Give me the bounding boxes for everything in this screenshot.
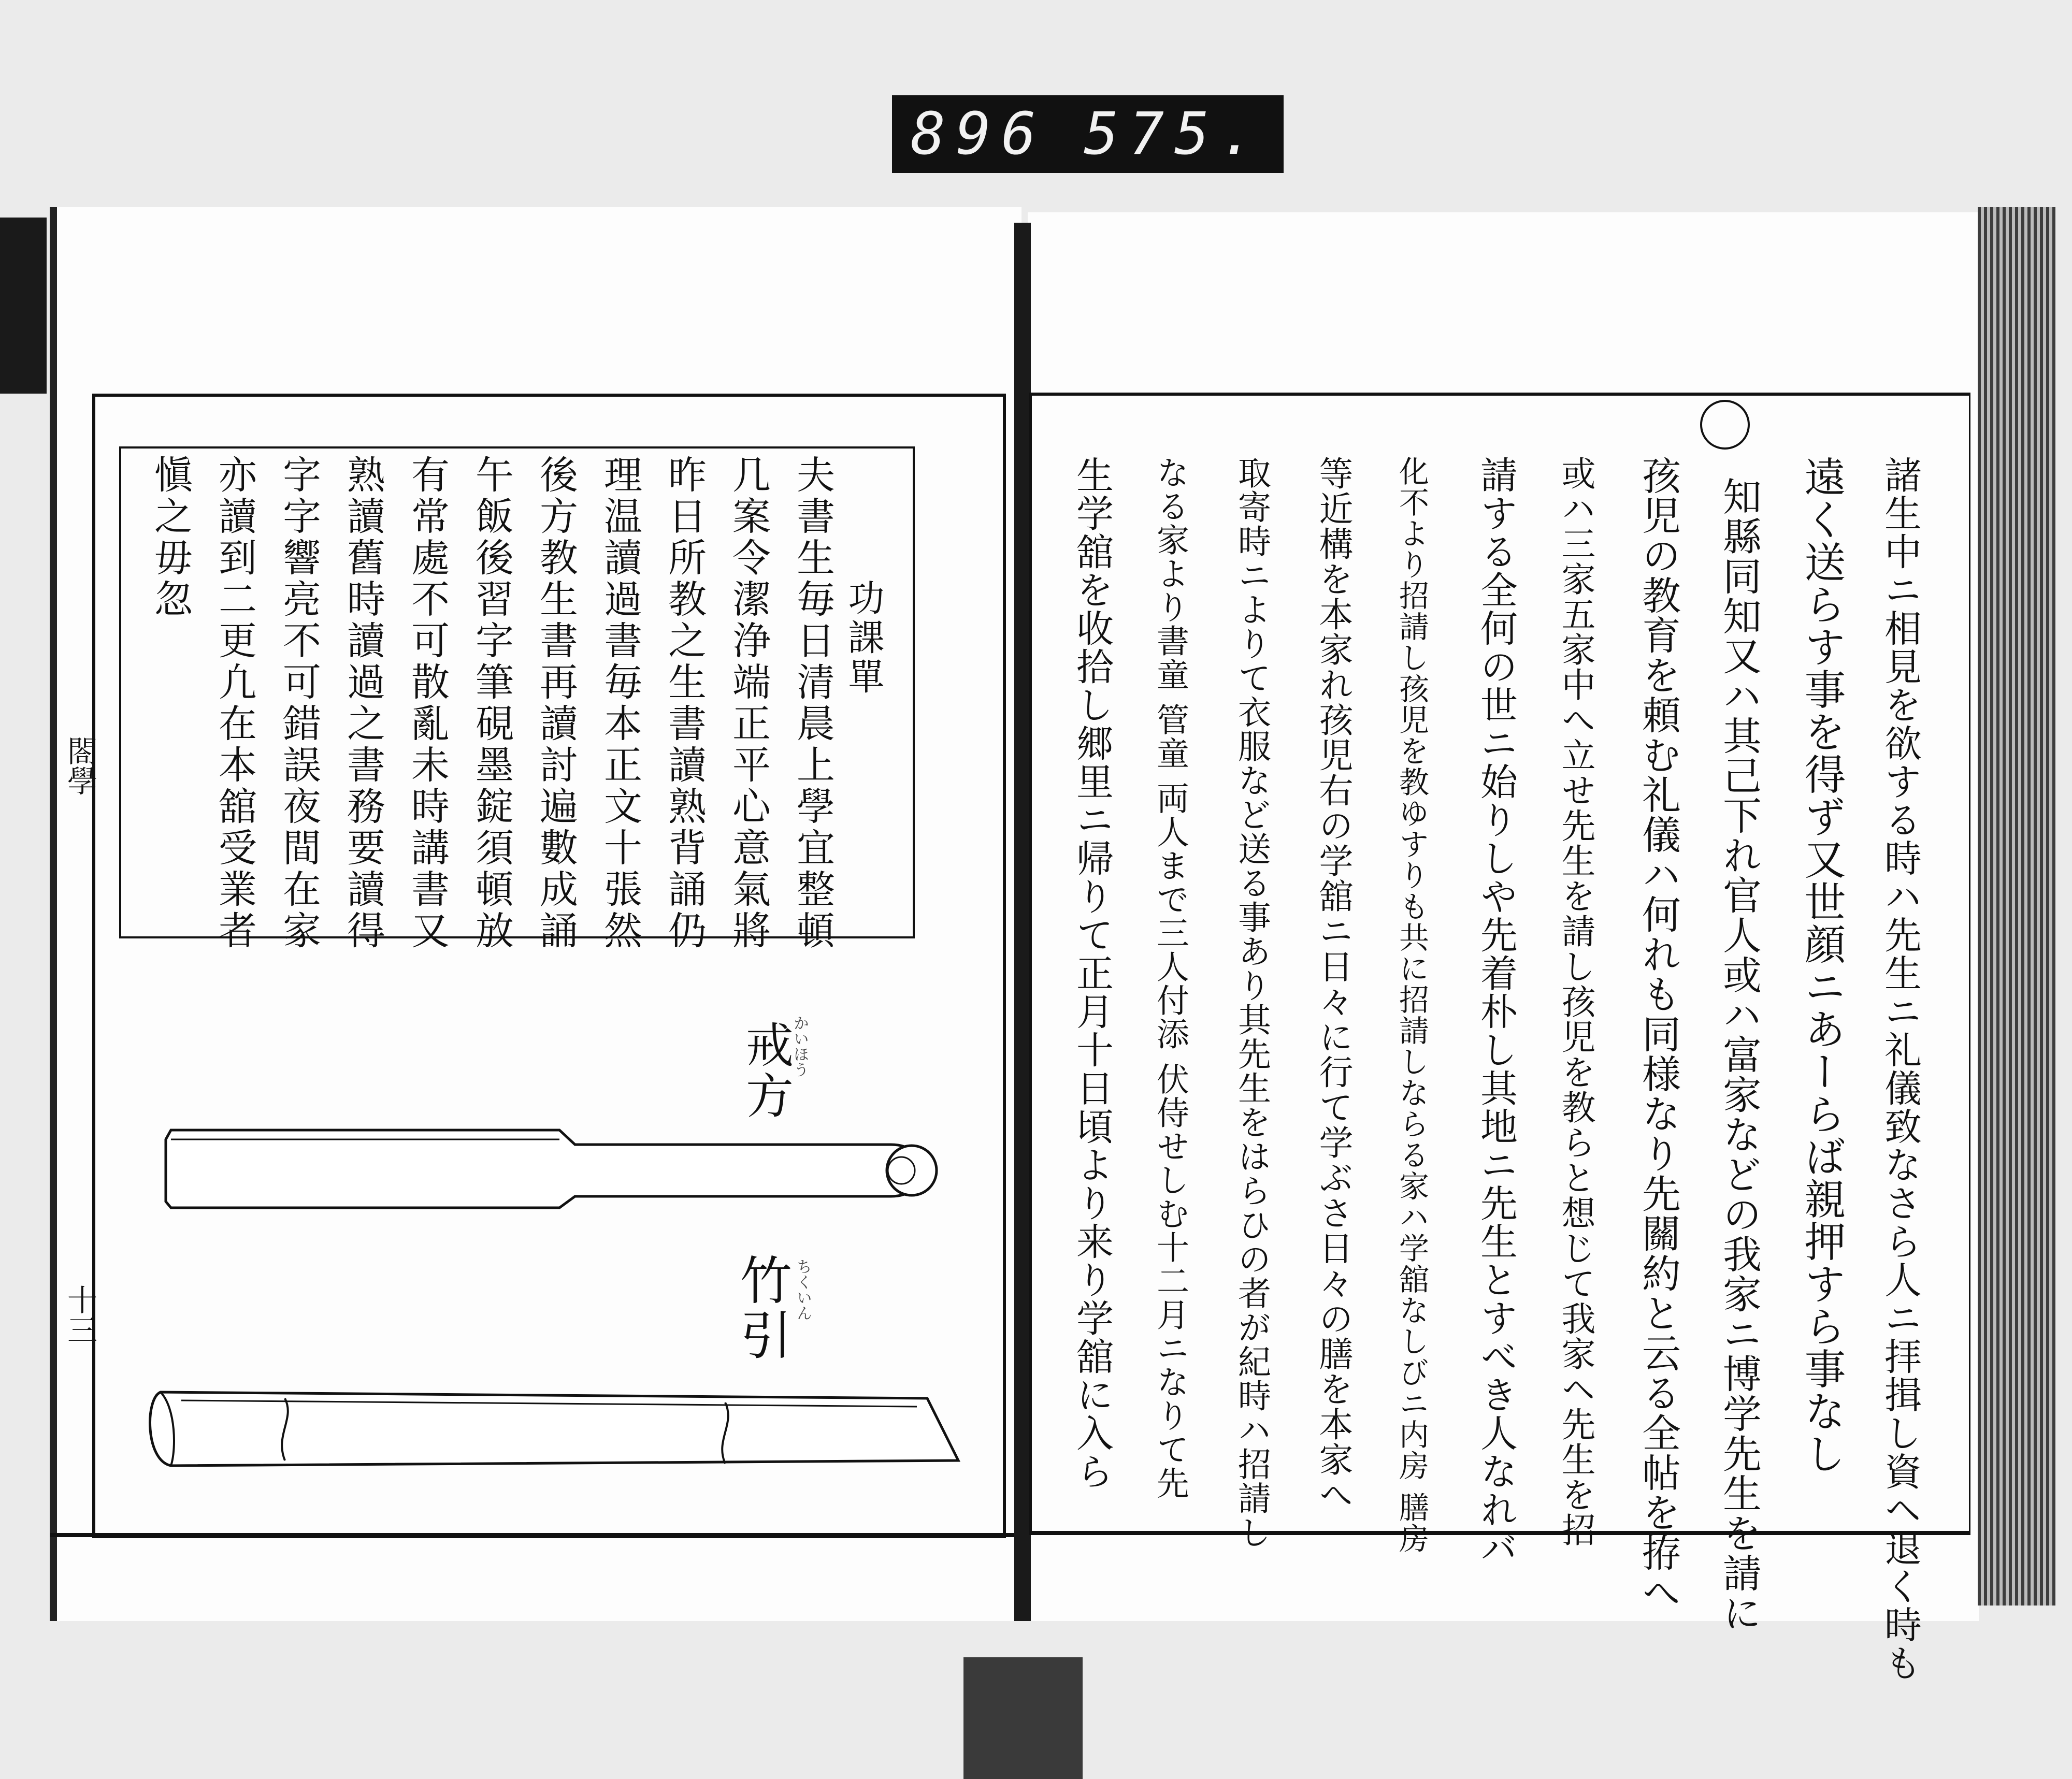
schedule-column: 後方教生書再讀討遍數成誦	[534, 455, 578, 952]
bamboo-rod-illustration	[140, 1378, 969, 1481]
margin-title: 閤學	[62, 735, 97, 796]
catalog-number-label	[892, 95, 1284, 173]
margin-page-number: 十三	[62, 1284, 97, 1344]
manuscript-column: 生学舘を收拾し郷里ニ帰りて正月十日頃より来り学舘に入ら	[1070, 456, 1114, 1491]
manuscript-column: 等近構を本家れ孩児右の学舘ニ日々に行て学ぶさ日々の膳を本家へ	[1313, 456, 1353, 1512]
tool-label-chikuin: 竹引	[731, 1253, 792, 1363]
schedule-column: 午飯後習字筆硯墨錠須頓放	[469, 455, 514, 952]
manuscript-column: 遠く送らす事を得ず又世顔ニあーらば親押すら事なし	[1797, 456, 1846, 1475]
book-cover-tab	[0, 218, 47, 394]
manuscript-column: 請する全何の世ニ始りしや先着朴し其地ニ先生とすべき人なれバ	[1474, 456, 1518, 1567]
page-edges	[1978, 207, 2055, 1606]
schedule-column: 夫書生毎日清晨上學宜整頓	[790, 455, 835, 952]
schedule-column: 几案令潔浄端正平心意氣將	[726, 455, 771, 952]
circle-mark	[1700, 400, 1750, 450]
tool-ruby-chikuin: ちくいん	[794, 1259, 812, 1321]
manuscript-column: 化不より招請し孩児を教ゆすりも共に招請しならる家ハ学舘なしびニ内房 膳房	[1394, 456, 1429, 1554]
catalog-number-right: 575.	[1084, 100, 1265, 168]
tool-ruby-kaihou: かいほう	[790, 1015, 809, 1077]
schedule-column: 熟讀舊時讀過之書務要讀得	[341, 455, 385, 952]
schedule-column: 字字響亮不可錯誤夜間在家	[277, 455, 321, 952]
manuscript-column: 孩児の教育を頼む礼儀ハ何れも同様なり先關約と云る全帖を拵へ	[1636, 456, 1681, 1612]
catalog-number-left: 896	[910, 100, 1047, 168]
schedule-title: 功課單	[842, 579, 885, 697]
schedule-column: 愼之毋忽	[148, 455, 193, 620]
schedule-column: 亦讀到二更凢在本舘受業者	[212, 455, 257, 952]
schedule-column: 有常處不可散亂未時講書又	[405, 455, 450, 952]
manuscript-column: 或ハ三家五家中へ立せ先生を請し孩児を教らと想じて我家ヘ先生を招	[1556, 456, 1595, 1547]
kaihou-ruler-illustration	[155, 1119, 953, 1217]
schedule-column: 昨日所教之生書讀熟背誦仍	[662, 455, 707, 952]
manuscript-column: なる家より書童 管童 両人まで三人付添 伏侍せしむ十二月ニなりて先	[1152, 456, 1189, 1500]
manuscript-column: 知縣同知又ハ其己下れ官人或ハ富家などの我家ニ博学先生を請に	[1717, 476, 1762, 1633]
spine-foot	[963, 1657, 1083, 1779]
left-page-bottom-rule	[50, 1533, 1014, 1537]
manuscript-column: 取寄時ニよりて衣服など送る事あり其先生をはらひの者が紀時ハ招請し	[1232, 456, 1271, 1550]
schedule-column: 理温讀過書毎本正文十張然	[598, 455, 642, 952]
manuscript-column: 諸生中ニ相見を欲する時ハ先生ニ礼儀致なさら人ニ拝揖し資ヘ退く時も	[1878, 456, 1922, 1682]
tool-label-kaihou: 戒方	[738, 1020, 794, 1122]
